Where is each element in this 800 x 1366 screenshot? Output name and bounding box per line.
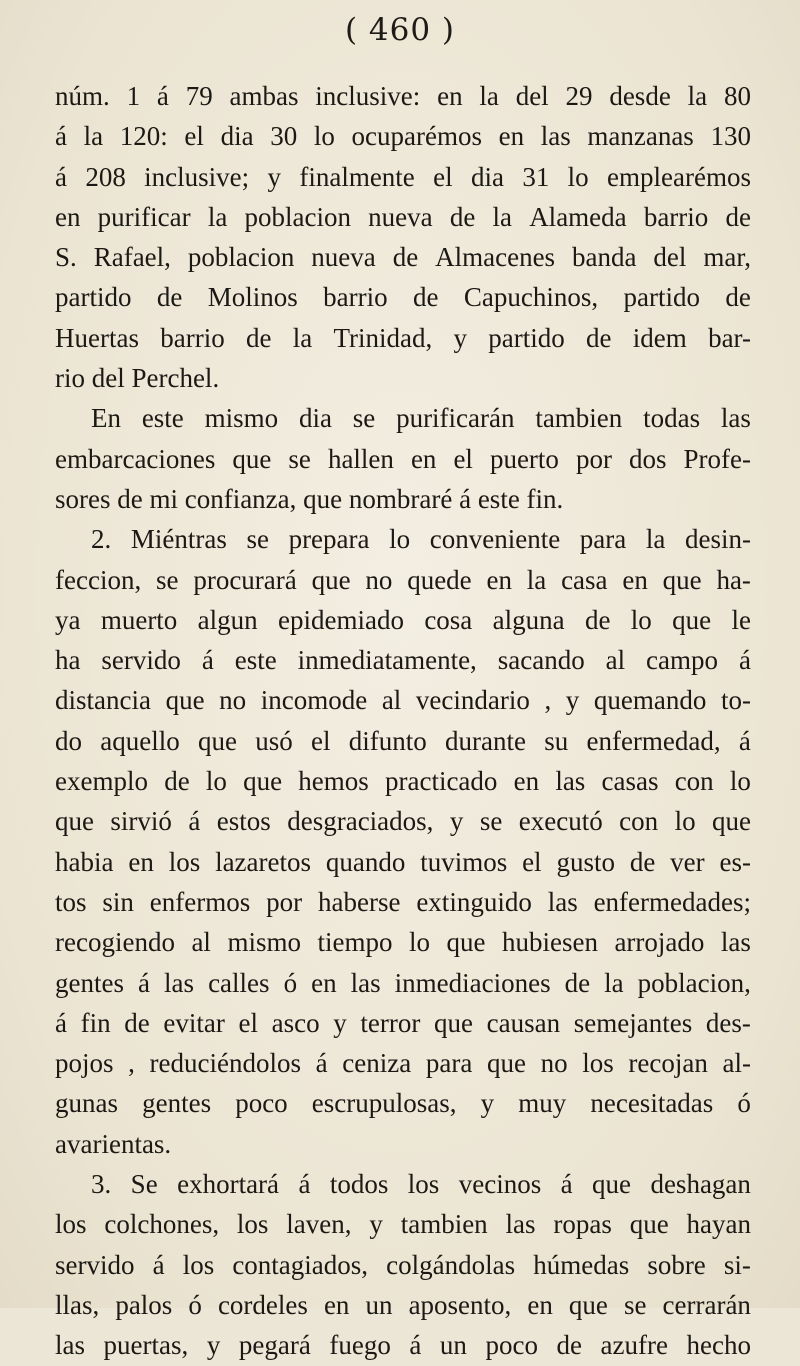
text-line: que sirvió á estos desgraciados, y se executó con lo que xyxy=(55,806,751,837)
text-line: avarientas. xyxy=(55,1128,172,1159)
text-line: 3. Se exhortará á todos los vecinos á que deshagan xyxy=(91,1169,751,1200)
text-line: En este mismo dia se purificarán tambien todas las xyxy=(91,403,751,434)
body-text xyxy=(55,76,751,1366)
text-line: recogiendo al mismo tiempo lo que hubiesen arrojado las xyxy=(55,927,751,958)
text-line: ya muerto algun epidemiado cosa alguna de lo que le xyxy=(55,604,751,635)
text-line: los colchones, los laven, y tambien las ropas que hayan xyxy=(55,1209,751,1240)
text-line: las puertas, y pegará fuego á un poco de azufre hecho xyxy=(55,1330,751,1361)
text-line: exemplo de lo que hemos practicado en las casas con lo xyxy=(55,766,751,797)
text-line: partido de Molinos barrio de Capuchinos, partido de xyxy=(55,282,751,313)
text-line: S. Rafael, poblacion nueva de Almacenes banda del mar, xyxy=(55,242,751,273)
text-line: gunas gentes poco escrupulosas, y muy necesitadas ó xyxy=(55,1088,751,1119)
text-line: á 208 inclusive; y finalmente el dia 31 lo emplearémos xyxy=(55,161,751,192)
text-line: embarcaciones que se hallen en el puerto por dos Profe- xyxy=(55,443,751,474)
text-line: sores de mi confianza, que nombraré á este fin. xyxy=(55,483,564,514)
text-line: en purificar la poblacion nueva de la Alameda barrio de xyxy=(55,201,751,232)
text-line: núm. 1 á 79 ambas inclusive: en la del 29 desde la 80 xyxy=(55,81,751,111)
text-line: gentes á las calles ó en las inmediaciones de la poblacion, xyxy=(55,967,751,998)
text-line: llas, palos ó cordeles en un aposento, en que se cerrarán xyxy=(55,1289,751,1320)
text-line: distancia que no incomode al vecindario , y quemando to- xyxy=(55,685,751,716)
text-line: tos sin enfermos por haberse extinguido las enfermedades; xyxy=(55,886,751,917)
text-line: servido á los contagiados, colgándolas húmedas sobre si- xyxy=(55,1249,751,1280)
text-line: rio del Perchel. xyxy=(55,363,220,394)
text-line: Huertas barrio de la Trinidad, y partido de idem bar- xyxy=(55,322,751,353)
text-line: ha servido á este inmediatamente, sacando al campo á xyxy=(55,645,751,676)
page-number: ( 460 ) xyxy=(344,12,456,48)
text-line: pojos , reduciéndolos á ceniza para que no los recojan al- xyxy=(55,1048,751,1079)
text-line: á la 120: el dia 30 lo ocuparémos en las manzanas 130 xyxy=(55,121,751,152)
text-line: habia en los lazaretos quando tuvimos el gusto de ver es- xyxy=(55,846,751,877)
text-line: do aquello que usó el difunto durante su enfermedad, á xyxy=(55,725,751,756)
text-line: á fin de evitar el asco y terror que causan semejantes des- xyxy=(55,1007,751,1038)
text-line: feccion, se procurará que no quede en la casa en que ha- xyxy=(55,564,751,595)
text-line: 2. Miéntras se prepara lo conveniente para la desin- xyxy=(91,524,751,555)
